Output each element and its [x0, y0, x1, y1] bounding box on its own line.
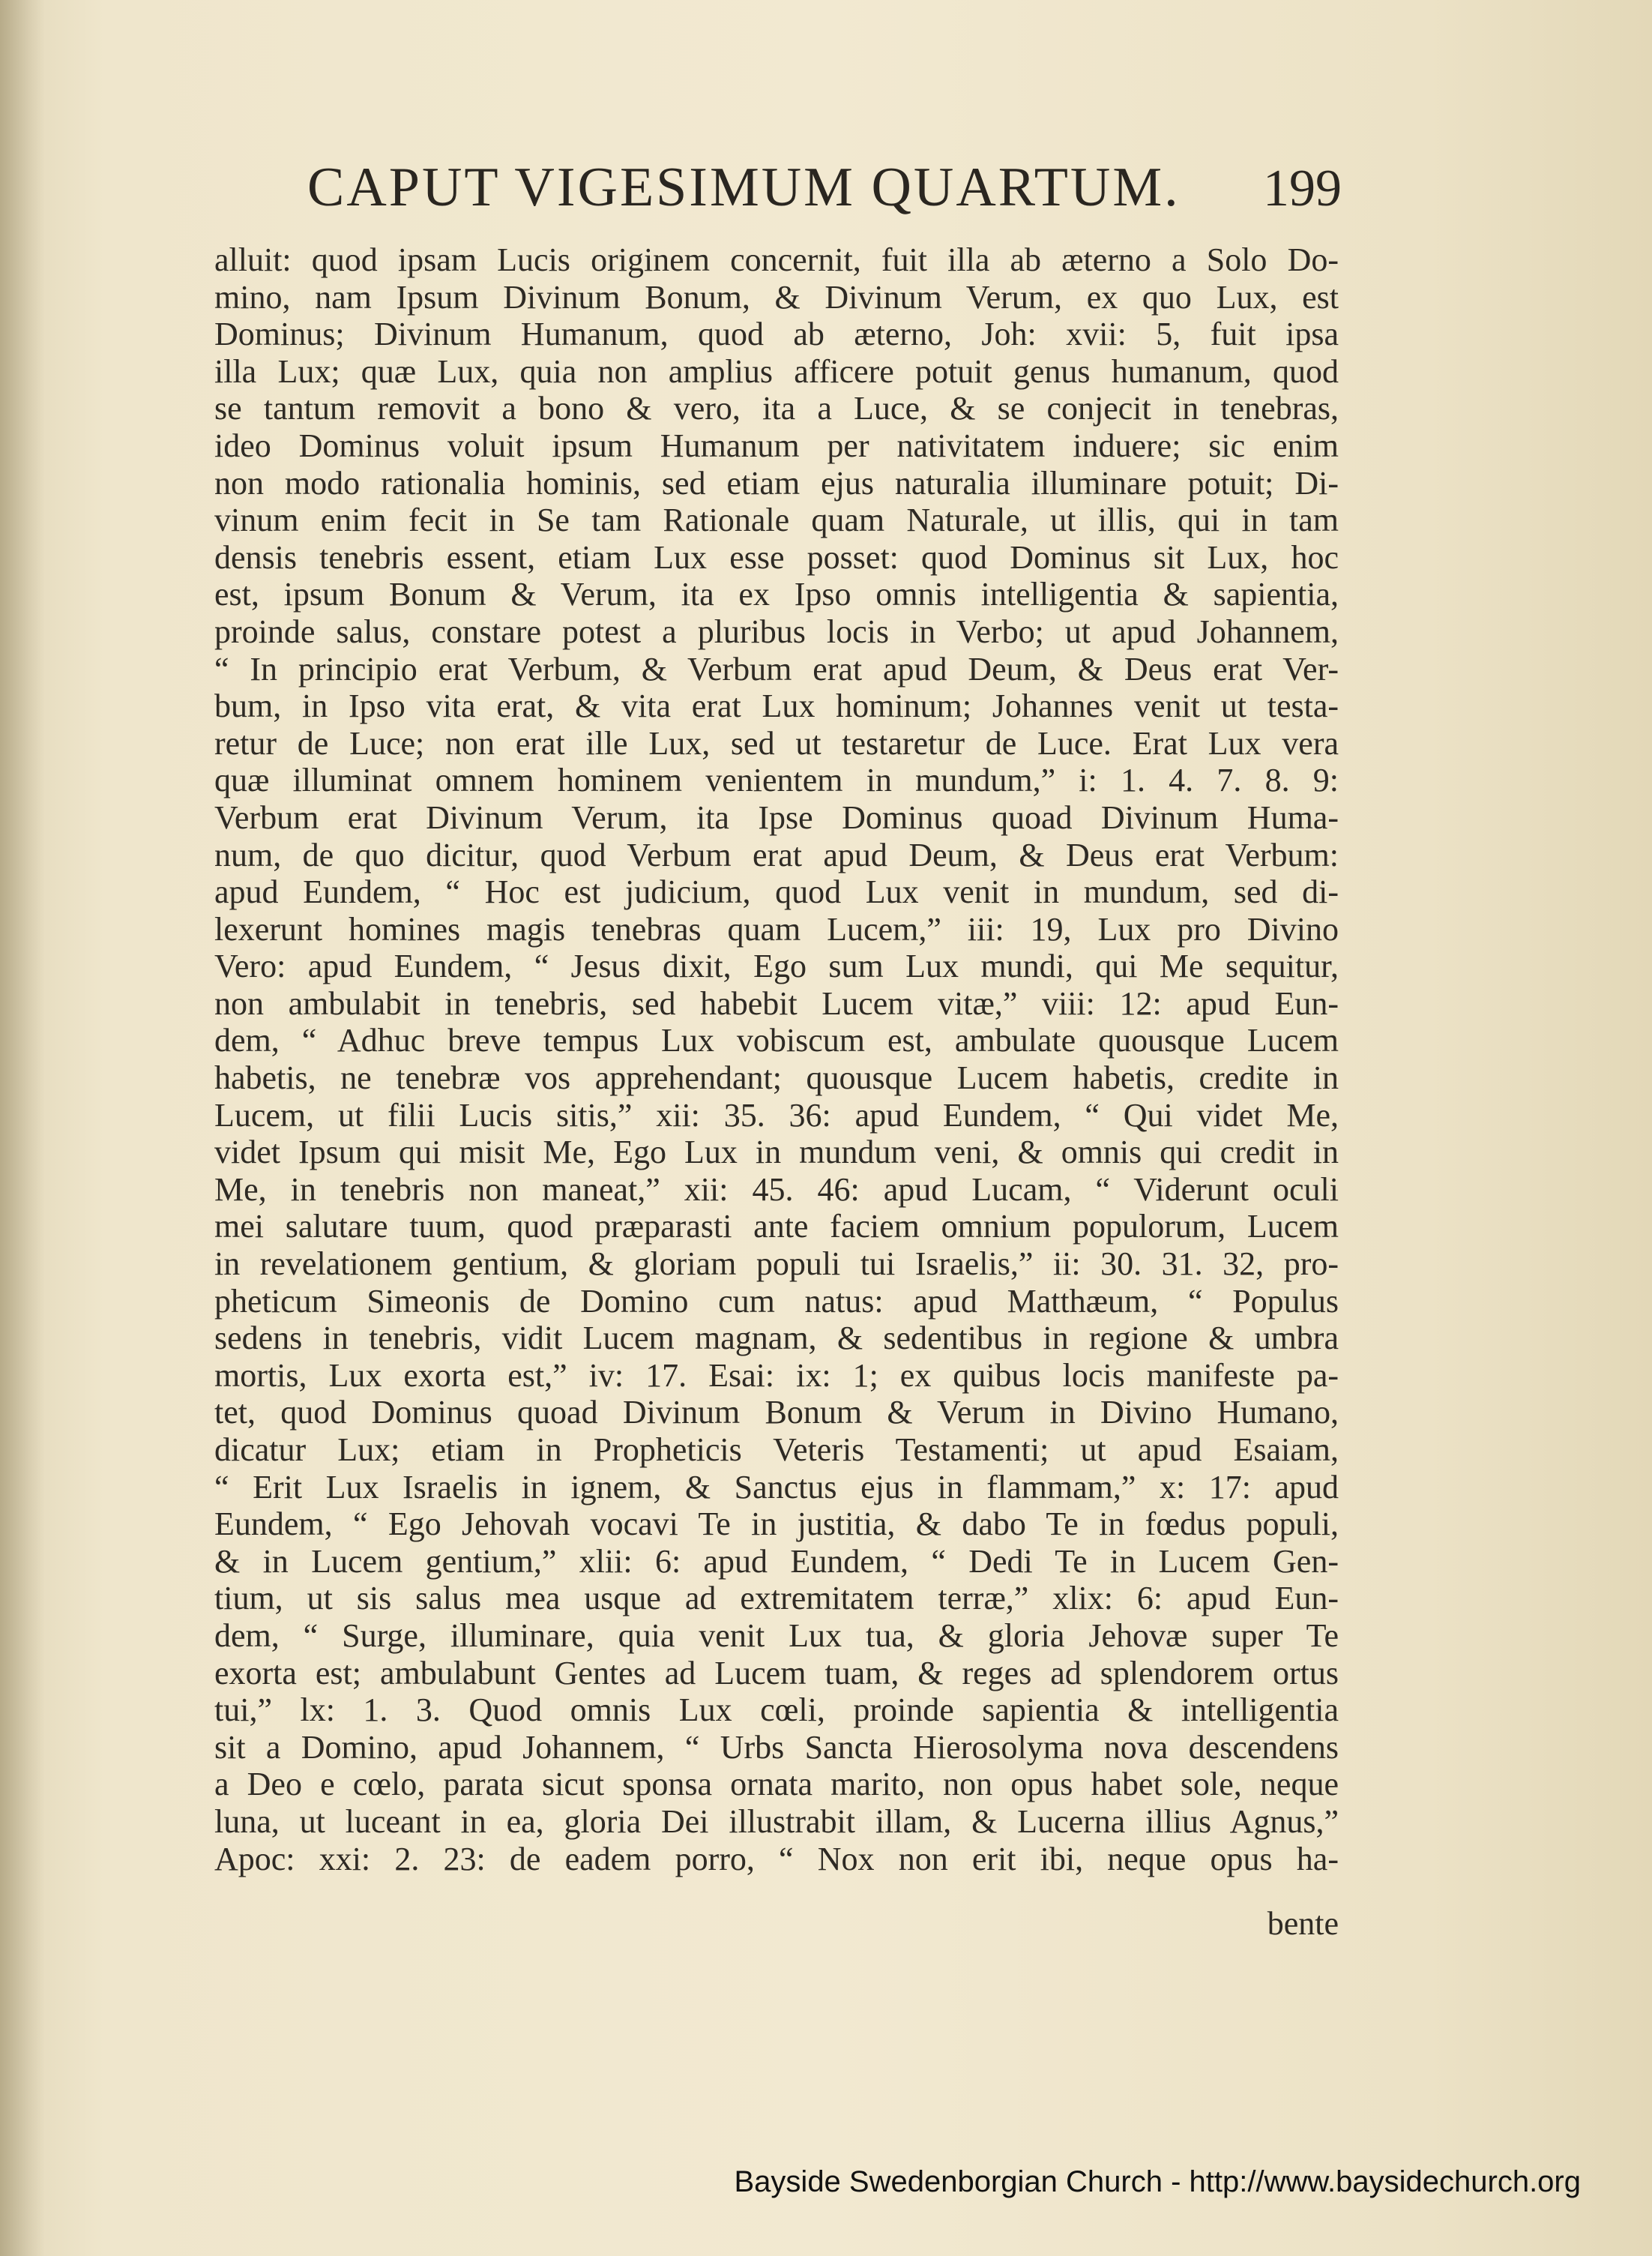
text-line: num, de quo dicitur, quod Verbum erat apud Deum, & Deus erat Verbum: [214, 836, 1339, 873]
text-line: lexerunt homines magis tenebras quam Lucem,” iii: 19, Lux pro Divino [214, 910, 1339, 948]
binding-shadow [0, 0, 45, 2256]
text-line: non ambulabit in tenebris, sed habebit Lucem vitæ,” viii: 12: apud Eun- [214, 984, 1339, 1022]
text-line: Lucem, ut filii Lucis sitis,” xii: 35. 36: apud Eundem, “ Qui videt Me, [214, 1096, 1339, 1134]
text-line: se tantum removit a bono & vero, ita a Luce, & se conjecit in tenebras, [214, 390, 1339, 427]
text-line: a Deo e cœlo, parata sicut sponsa ornata marito, non opus habet sole, neque [214, 1766, 1339, 1803]
text-line: densis tenebris essent, etiam Lux esse posset: quod Dominus sit Lux, hoc [214, 538, 1339, 576]
body-text [214, 241, 1339, 1877]
text-line: Apoc: xxi: 2. 23: de eadem porro, “ Nox non erit ibi, neque opus ha- [214, 1840, 1339, 1877]
text-line: in revelationem gentium, & gloriam populi tui Israelis,” ii: 30. 31. 32, pro- [214, 1245, 1339, 1283]
text-line: videt Ipsum qui misit Me, Ego Lux in mundum veni, & omnis qui credit in [214, 1134, 1339, 1171]
page-header [307, 156, 1342, 223]
text-line: vinum enim fecit in Se tam Rationale quam Naturale, ut illis, qui in tam [214, 502, 1339, 539]
text-line: ideo Dominus voluit ipsum Humanum per nativitatem induere; sic enim [214, 427, 1339, 464]
text-line: mei salutare tuum, quod præparasti ante faciem omnium populorum, Lucem [214, 1208, 1339, 1245]
text-line: dicatur Lux; etiam in Propheticis Veteris Testamenti; ut apud Esaiam, [214, 1431, 1339, 1468]
text-line: retur de Luce; non erat ille Lux, sed ut testaretur de Luce. Erat Lux vera [214, 724, 1339, 762]
text-line: sedens in tenebris, vidit Lucem magnam, & sedentibus in regione & umbra [214, 1320, 1339, 1357]
text-line: quæ illuminat omnem hominem venientem in mundum,” i: 1. 4. 7. 8. 9: [214, 762, 1339, 799]
watermark-text: Bayside Swedenborgian Church - http://www.baysidechurch.org [734, 2165, 1581, 2198]
text-line: Eundem, “ Ego Jehovah vocavi Te in justitia, & dabo Te in fœdus populi, [214, 1505, 1339, 1543]
text-line: bum, in Ipso vita erat, & vita erat Lux hominum; Johannes venit ut testa- [214, 688, 1339, 725]
text-line: mino, nam Ipsum Divinum Bonum, & Divinum Verum, ex quo Lux, est [214, 278, 1339, 316]
text-line: Verbum erat Divinum Verum, ita Ipse Dominus quoad Divinum Huma- [214, 798, 1339, 836]
text-line: dem, “ Adhuc breve tempus Lux vobiscum est, ambulate quousque Lucem [214, 1022, 1339, 1059]
text-line: illa Lux; quæ Lux, quia non amplius afficere potuit genus humanum, quod [214, 352, 1339, 390]
text-line: Me, in tenebris non maneat,” xii: 45. 46: apud Lucam, “ Viderunt oculi [214, 1170, 1339, 1208]
text-line: luna, ut luceant in ea, gloria Dei illustrabit illam, & Lucerna illius Agnus,” [214, 1802, 1339, 1840]
text-line: dem, “ Surge, illuminare, quia venit Lux tua, & gloria Jehovæ super Te [214, 1616, 1339, 1654]
text-line: “ Erit Lux Israelis in ignem, & Sanctus ejus in flammam,” x: 17: apud [214, 1468, 1339, 1505]
text-line: tui,” lx: 1. 3. Quod omnis Lux cœli, proinde sapientia & intelligentia [214, 1691, 1339, 1729]
text-line: tet, quod Dominus quoad Divinum Bonum & Verum in Divino Humano, [214, 1394, 1339, 1431]
text-line: alluit: quod ipsam Lucis originem concernit, fuit illa ab æterno a Solo Do- [214, 241, 1339, 278]
text-line: “ In principio erat Verbum, & Verbum erat apud Deum, & Deus erat Ver- [214, 650, 1339, 688]
text-line: non modo rationalia hominis, sed etiam ejus naturalia illuminare potuit; Di- [214, 464, 1339, 502]
running-title: CAPUT VIGESIMUM QUARTUM. [307, 157, 1181, 218]
text-line: Dominus; Divinum Humanum, quod ab æterno, Joh: xvii: 5, fuit ipsa [214, 316, 1339, 353]
text-line: mortis, Lux exorta est,” iv: 17. Esai: ix: 1; ex quibus locis manifeste pa- [214, 1356, 1339, 1394]
text-line: Vero: apud Eundem, “ Jesus dixit, Ego sum Lux mundi, qui Me sequitur, [214, 948, 1339, 985]
catchword: bente [1267, 1905, 1339, 1942]
text-line: pheticum Simeonis de Domino cum natus: apud Matthæum, “ Populus [214, 1282, 1339, 1320]
text-line: tium, ut sis salus mea usque ad extremitatem terræ,” xlix: 6: apud Eun- [214, 1580, 1339, 1617]
text-line: apud Eundem, “ Hoc est judicium, quod Lux venit in mundum, sed di- [214, 873, 1339, 911]
text-line: sit a Domino, apud Johannem, “ Urbs Sancta Hierosolyma nova descendens [214, 1728, 1339, 1766]
text-line: proinde salus, constare potest a pluribus locis in Verbo; ut apud Johannem, [214, 613, 1339, 650]
text-line: & in Lucem gentium,” xlii: 6: apud Eundem, “ Dedi Te in Lucem Gen- [214, 1542, 1339, 1580]
text-line: est, ipsum Bonum & Verum, ita ex Ipso omnis intelligentia & sapientia, [214, 576, 1339, 613]
text-line: habetis, ne tenebræ vos apprehendant; quousque Lucem habetis, credite in [214, 1059, 1339, 1097]
page-number: 199 [1263, 160, 1342, 217]
text-line: exorta est; ambulabunt Gentes ad Lucem tuam, & reges ad splendorem ortus [214, 1654, 1339, 1691]
